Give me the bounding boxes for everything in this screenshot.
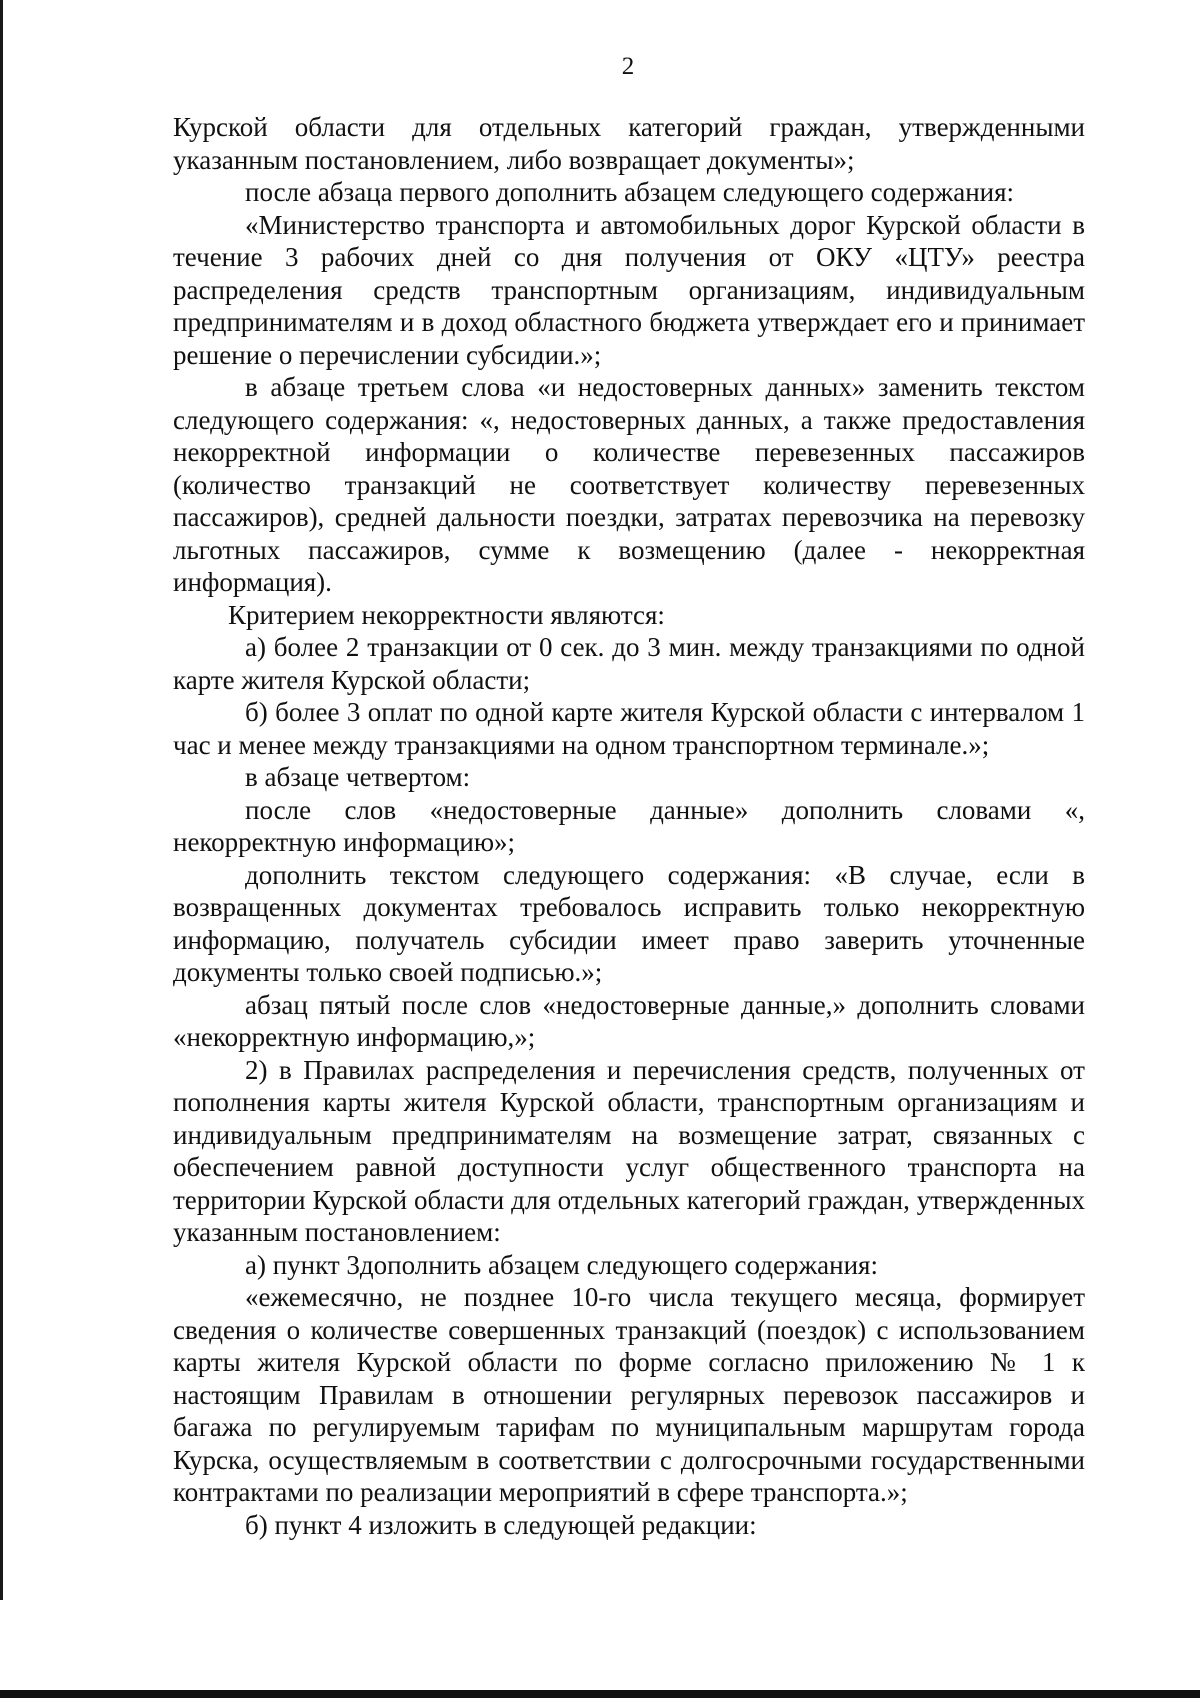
paragraph-item-2b: б) пункт 4 изложить в следующей редакции:: [245, 1509, 757, 1540]
paragraph-after-first-abzac: после абзаца первого дополнить абзацем следующего содержания:: [245, 177, 1015, 207]
paragraph-criterion-b: б) более 3 оплат по одной карте жителя Курской области с интервалом 1 час и менее между транзакциями на одном транспортном терминале.»;: [173, 697, 1085, 760]
page-number: 2: [621, 53, 635, 80]
paragraph-criteria-heading: Критерием некорректности являются:: [228, 599, 665, 630]
paragraph-fourth-abzac: в абзаце четвертом:: [245, 762, 471, 792]
paragraph-after-words: после слов «недостоверные данные» дополнить словами «, некорректную информацию»;: [173, 794, 1085, 857]
scan-edge-bottom: [0, 1690, 1200, 1698]
paragraph-fifth-abzac: абзац пятый после слов «недостоверные данные,» дополнить словами «некорректную информацию,»;: [173, 989, 1085, 1052]
paragraph-supplement-text: дополнить текстом следующего содержания: «В случае, если в возвращенных документах требовалось исправить только некорректную информацию, получатель субсидии имеет право заверить уточненные документы только своей подписью.»;: [173, 859, 1085, 987]
paragraph-ministry-quote: «Министерство транспорта и автомобильных дорог Курской области в течение 3 рабочих дней со дня получения от ОКУ «ЦТУ» реестра распределения средств транспортным организациям, индивидуальным предпринимателям и в доход областного бюджета утверждает его и принимает решение о перечислении субсидии.»;: [173, 209, 1085, 370]
paragraph-monthly-quote: «ежемесячно, не позднее 10-го числа текущего месяца, формирует сведения о количестве совершенных транзакций (поездок) с использованием карты жителя Курской области по форме согласно приложению № 1 к настоящим Правилам в отношении регулярных перевозок пассажиров и багажа по регулируемым тарифам по муниципальным маршрутам города Курска, осуществляемым в соответствии с долгосрочными государственными контрактами по реализации мероприятий в сфере транспорта.»;: [173, 1282, 1085, 1507]
paragraph-criterion-a: а) более 2 транзакции от 0 сек. до 3 мин. между транзакциями по одной карте жителя Курской области;: [173, 632, 1085, 695]
scan-edge-left: [0, 0, 3, 1600]
paragraph-third-abzac: в абзаце третьем слова «и недостоверных данных» заменить текстом следующего содержания: «, недостоверных данных, а также предоставления некорректной информации о количестве перевезенных пассажиров (количество транзакций не соответствует количеству перевезенных пассажиров), средней дальности поездки, затратах перевозчика на перевозку льготных пассажиров, сумме к возмещению (далее - некорректная информация).: [173, 372, 1085, 597]
paragraph-item-2: 2) в Правилах распределения и перечисления средств, полученных от пополнения карты жителя Курской области, транспортным организациям и индивидуальным предпринимателям на возмещение затрат, связанных с обеспечением равной доступности услуг общественного транспорта на территории Курской области для отдельных категорий граждан, утвержденных указанным постановлением:: [173, 1054, 1085, 1247]
document-body: [173, 111, 1085, 1541]
paragraph-continuation: Курской области для отдельных категорий граждан, утвержденными указанным постановлением, либо возвращает документы»;: [173, 112, 1085, 175]
paragraph-item-2a: а) пункт 3дополнить абзацем следующего содержания:: [245, 1249, 878, 1280]
